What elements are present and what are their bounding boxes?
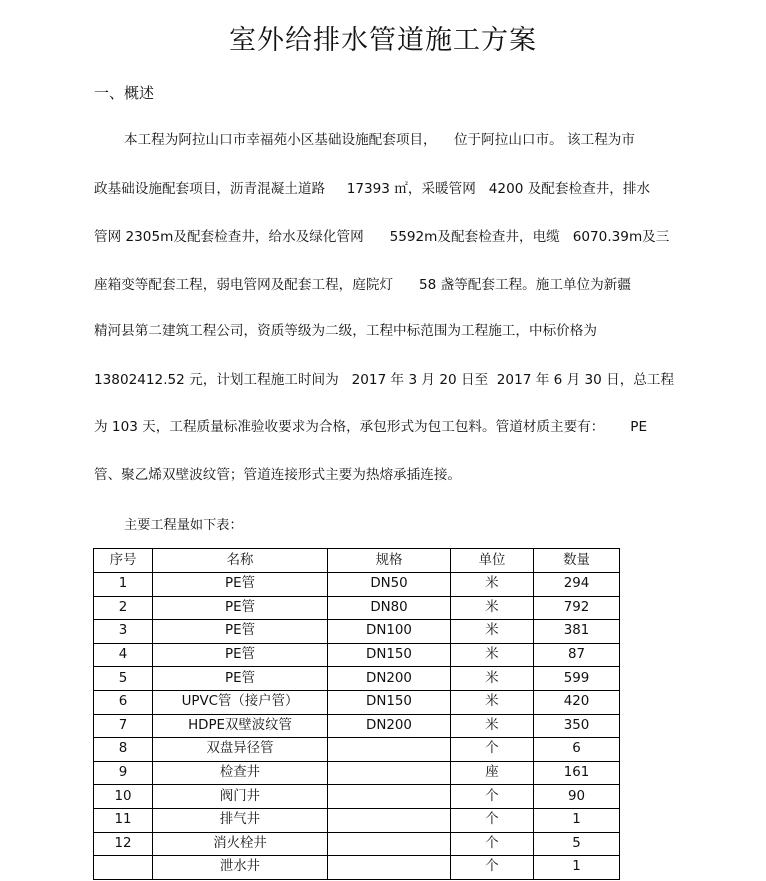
table-cell: DN50 [328, 573, 451, 597]
table-cell: 1 [534, 856, 620, 880]
table-cell [328, 832, 451, 856]
table-row [94, 785, 620, 809]
table-cell: 90 [534, 785, 620, 809]
table-cell: 4 [94, 643, 153, 667]
table-cell: 9 [94, 761, 153, 785]
table-cell: 米 [451, 690, 534, 714]
table-cell: PE管 [153, 667, 328, 691]
table-cell: 1 [94, 573, 153, 597]
table-cell: 个 [451, 808, 534, 832]
table-cell: 米 [451, 596, 534, 620]
header-cell: 规格 [328, 549, 451, 573]
table-cell: 10 [94, 785, 153, 809]
table-cell [94, 856, 153, 880]
paragraph-line: 本工程为阿拉山口市幸福苑小区基础设施配套项目， 位于阿拉山口市。 该工程为市 [124, 132, 635, 148]
table-cell: 5 [94, 667, 153, 691]
table-cell: UPVC管（接户管） [153, 690, 328, 714]
paragraph-line: 精河县第二建筑工程公司，资质等级为二级，工程中标范围为工程施工，中标价格为 [94, 323, 597, 339]
table-cell: 350 [534, 714, 620, 738]
table-row [94, 643, 620, 667]
table-caption: 主要工程量如下表： [124, 518, 243, 533]
table-cell: 3 [94, 620, 153, 644]
table-row [94, 596, 620, 620]
table-cell: DN200 [328, 714, 451, 738]
table-cell [328, 761, 451, 785]
paragraph-line: 为 103 天，工程质量标准验收要求为合格，承包形式为包工包料。管道材质主要有： PE [94, 419, 648, 435]
table-cell: DN200 [328, 667, 451, 691]
table-cell: PE管 [153, 620, 328, 644]
document-title: 室外给排水管道施工方案 [229, 25, 537, 56]
table-row [94, 808, 620, 832]
table-cell [328, 785, 451, 809]
paragraph-line: 管网 2305m及配套检查井，给水及绿化管网 5592m及配套检查井，电缆 6070.39m及三 [94, 229, 670, 245]
table-cell: 阀门井 [153, 785, 328, 809]
table-cell: 161 [534, 761, 620, 785]
table-cell: 6 [534, 738, 620, 762]
quantity-table [93, 548, 620, 880]
table-cell: DN150 [328, 690, 451, 714]
table-cell: 12 [94, 832, 153, 856]
table-cell: 个 [451, 785, 534, 809]
table-cell: DN80 [328, 596, 451, 620]
table-cell: HDPE双壁波纹管 [153, 714, 328, 738]
table-cell: 6 [94, 690, 153, 714]
table-cell: PE管 [153, 643, 328, 667]
table-cell: 2 [94, 596, 153, 620]
table-cell: 294 [534, 573, 620, 597]
table-row [94, 620, 620, 644]
table-cell: 泄水井 [153, 856, 328, 880]
paragraph-line: 座箱变等配套工程，弱电管网及配套工程，庭院灯 58 盏等配套工程。施工单位为新疆 [94, 277, 631, 293]
table-cell [328, 808, 451, 832]
paragraph-line: 13802412.52 元，计划工程施工时间为 2017 年 3 月 20 日至 2017 年 6 月 30 日，总工程 [94, 372, 675, 388]
table-cell: 米 [451, 714, 534, 738]
table-cell: 个 [451, 856, 534, 880]
table-cell: 792 [534, 596, 620, 620]
header-cell: 数量 [534, 549, 620, 573]
table-cell: 米 [451, 573, 534, 597]
header-cell: 单位 [451, 549, 534, 573]
table-cell: PE管 [153, 596, 328, 620]
table-cell: 排气井 [153, 808, 328, 832]
table-cell: 381 [534, 620, 620, 644]
header-cell: 序号 [94, 549, 153, 573]
table-cell: 7 [94, 714, 153, 738]
table-cell: PE管 [153, 573, 328, 597]
table-cell: DN150 [328, 643, 451, 667]
table-cell: 双盘异径管 [153, 738, 328, 762]
section-heading: 一、概述 [94, 84, 155, 102]
table-cell: 座 [451, 761, 534, 785]
table-cell: 8 [94, 738, 153, 762]
table-cell: 个 [451, 832, 534, 856]
table-cell: DN100 [328, 620, 451, 644]
table-cell: 1 [534, 808, 620, 832]
table-cell: 米 [451, 667, 534, 691]
paragraph-line: 政基础设施配套项目，沥青混凝土道路 17393 ㎡，采暖管网 4200 及配套检查井，排水 [94, 181, 651, 197]
table-row [94, 856, 620, 880]
table-row [94, 832, 620, 856]
table-cell: 5 [534, 832, 620, 856]
table-cell [328, 738, 451, 762]
table-row [94, 714, 620, 738]
table-cell: 米 [451, 620, 534, 644]
table-row [94, 690, 620, 714]
table-header-row [94, 549, 620, 573]
table-cell: 消火栓井 [153, 832, 328, 856]
table-cell: 599 [534, 667, 620, 691]
table-cell: 87 [534, 643, 620, 667]
table-cell: 11 [94, 808, 153, 832]
table-cell: 个 [451, 738, 534, 762]
table-cell: 米 [451, 643, 534, 667]
table-row [94, 667, 620, 691]
table-cell: 420 [534, 690, 620, 714]
table-cell: 检查井 [153, 761, 328, 785]
paragraph-line: 管、聚乙烯双壁波纹管；管道连接形式主要为热熔承插连接。 [94, 467, 462, 483]
table-cell [328, 856, 451, 880]
table-row [94, 761, 620, 785]
header-cell: 名称 [153, 549, 328, 573]
table-row [94, 738, 620, 762]
table-row [94, 573, 620, 597]
